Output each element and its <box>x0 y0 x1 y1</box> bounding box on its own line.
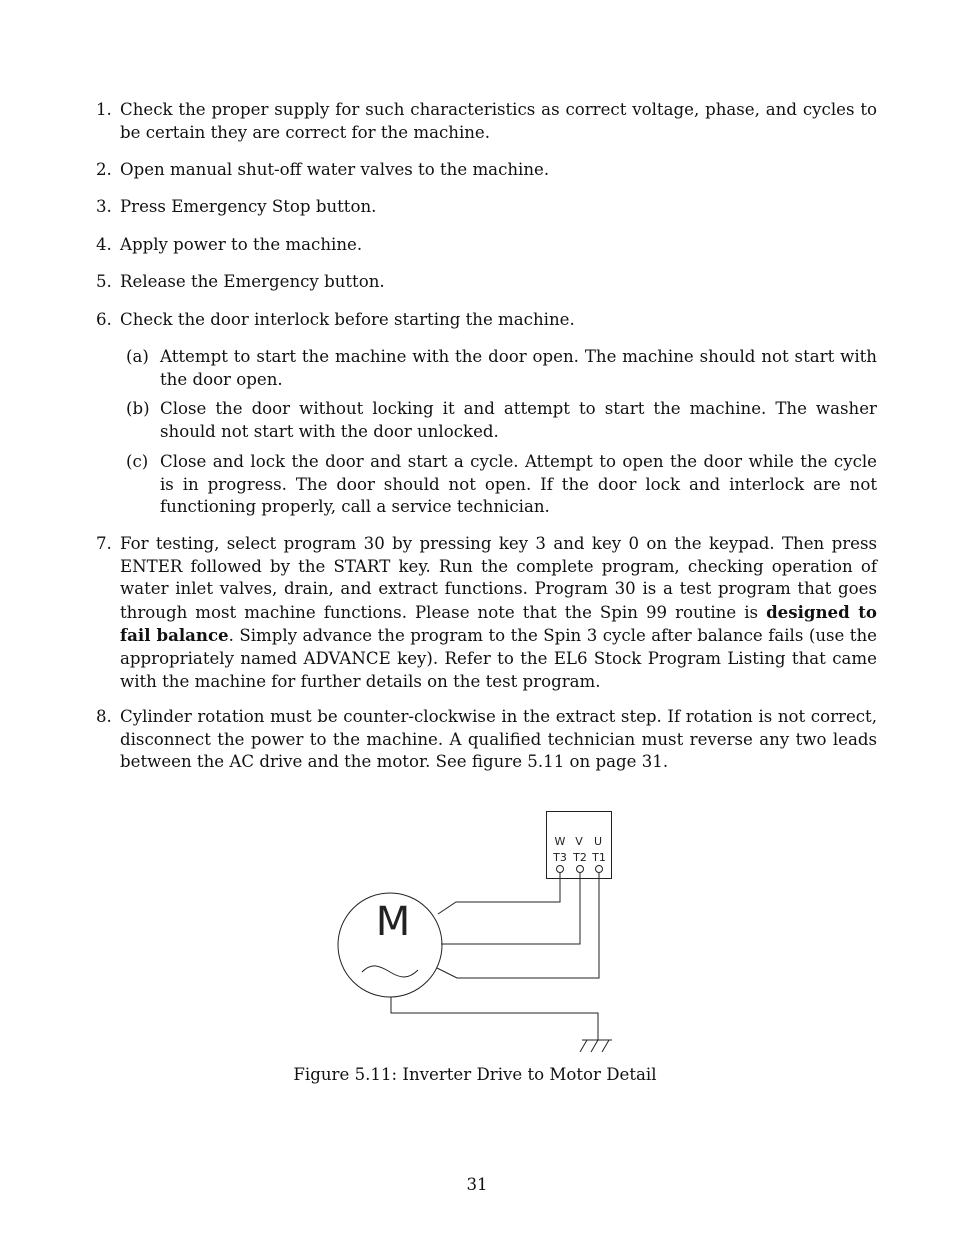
wire-t3 <box>438 873 560 914</box>
step-2 <box>96 159 877 182</box>
step-text-part: For testing, select program 30 by pressing key 3 and key 0 on the keypad. Then press ENTER followed by the START key. Run the complete program, checking operation of water inlet valves, drain, and extract functions. Program 30 is a test program that goes through most machine functions. Please note that the Spin 99 routine is <box>120 534 877 622</box>
step-4 <box>96 234 877 257</box>
terminal-label-t3: T3 <box>553 851 567 864</box>
step-number: 4. <box>96 235 112 254</box>
step-text: Check the proper supply for such characteristics as correct voltage, phase, and cycles to be certain they are correct for the machine. <box>120 100 877 142</box>
step-number: 8. <box>96 707 112 726</box>
inverter-motor-diagram <box>330 805 630 1055</box>
terminal-label-w: W <box>554 835 566 848</box>
terminal-label-v: V <box>575 835 583 848</box>
step-number: 6. <box>96 310 112 329</box>
step-6 <box>96 309 877 332</box>
emphasis-text: designed to fail balance <box>120 601 877 646</box>
step-number: 1. <box>96 100 112 119</box>
substep-letter: (b) <box>126 399 150 418</box>
step-5 <box>96 271 877 294</box>
figure-caption-text: Figure 5.11: Inverter Drive to Motor Detail <box>293 1065 657 1084</box>
step-3 <box>96 196 877 219</box>
terminal-label-t2: T2 <box>573 851 587 864</box>
substep-text: Attempt to start the machine with the door open. The machine should not start with the door open. <box>160 347 877 389</box>
wire-t2 <box>441 873 580 944</box>
substep-text: Close the door without locking it and attempt to start the machine. The washer should not start with the door unlocked. <box>160 399 877 441</box>
substep-b <box>126 398 877 443</box>
motor-label: M <box>375 899 411 945</box>
ground-symbol <box>580 1040 609 1052</box>
step-1 <box>96 99 877 144</box>
step-number: 2. <box>96 160 112 179</box>
ac-tilde-icon <box>362 966 418 977</box>
step-text: Cylinder rotation must be counter-clockwise in the extract step. If rotation is not correct, disconnect the power to the machine. A qualified technician must reverse any two leads between the AC drive and the motor. See figure 5.11 on page 31. <box>120 707 877 772</box>
terminal-t2 <box>577 866 584 873</box>
substep-letter: (c) <box>126 452 149 471</box>
substep-c <box>126 451 877 519</box>
figure-caption <box>0 1064 954 1086</box>
terminal-t1 <box>596 866 603 873</box>
step-text: Check the door interlock before starting the machine. <box>120 310 575 329</box>
step-text: Apply power to the machine. <box>120 235 363 254</box>
terminal-label-t1: T1 <box>592 851 606 864</box>
step-text <box>120 533 877 693</box>
step-text-part: . Simply advance the program to the Spin 3 cycle after balance fails (use the appropriately named ADVANCE key). Refer to the EL6 Stock Program Listing that came with the machine for further details on the test program. <box>120 626 877 691</box>
step-text: Release the Emergency button. <box>120 272 385 291</box>
wire-t1 <box>437 873 599 978</box>
terminal-label-u: U <box>593 835 603 848</box>
step-number: 3. <box>96 197 112 216</box>
step-7 <box>96 533 877 693</box>
substep-letter: (a) <box>126 347 149 366</box>
step-number: 5. <box>96 272 112 291</box>
step-8 <box>96 706 877 774</box>
substep-a <box>126 346 877 391</box>
terminal-t3 <box>557 866 564 873</box>
step-number: 7. <box>96 534 112 553</box>
substep-text: Close and lock the door and start a cycle. Attempt to open the door while the cycle is in progress. The door should not open. If the door lock and interlock are not functioning properly, call a service technician. <box>160 452 877 517</box>
step-text: Press Emergency Stop button. <box>120 197 377 216</box>
step-text: Open manual shut-off water valves to the machine. <box>120 160 550 179</box>
page-number: 31 <box>466 1175 488 1194</box>
ground-wire <box>391 997 598 1040</box>
